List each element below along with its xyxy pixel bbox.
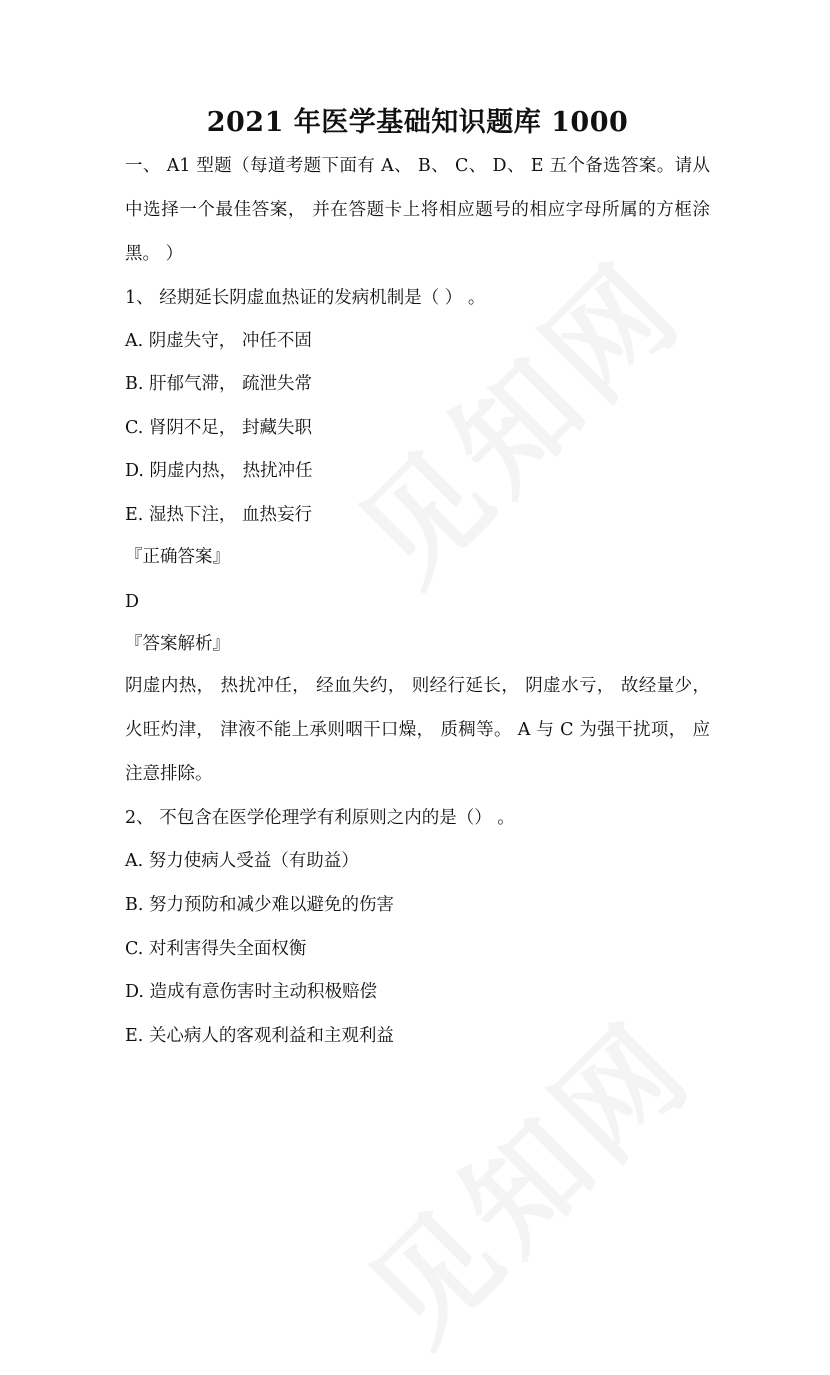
- question-1-option-e: E. 湿热下注， 血热妄行: [125, 505, 312, 525]
- question-2-option-d: D. 造成有意伤害时主动积极赔偿: [125, 982, 378, 1002]
- question-2-stem: 2、 不包含在医学伦理学有利原则之内的是（） 。: [125, 808, 515, 828]
- document-title: 2021 年医学基础知识题库 1000: [206, 107, 629, 138]
- question-1-option-d: D. 阴虚内热， 热扰冲任: [125, 461, 313, 481]
- question-2-option-b: B. 努力预防和减少难以避免的伤害: [125, 895, 394, 915]
- question-2-option-a: A. 努力使病人受益（有助益）: [125, 851, 359, 871]
- answer-heading: 『正确答案』: [125, 547, 230, 567]
- analysis-heading: 『答案解析』: [125, 634, 230, 654]
- section-intro: 一、 A1 型题（每道考题下面有 A、 B、 C、 D、 E 五个备选答案。请从中选择一个最佳答案， 并在答题卡上将相应题号的相应字母所属的方框涂黑。 ）: [125, 156, 710, 264]
- question-1-option-c: C. 肾阴不足， 封藏失职: [125, 418, 312, 438]
- answer-value: D: [125, 592, 140, 612]
- question-1-option-b: B. 肝郁气滞， 疏泄失常: [125, 374, 313, 394]
- analysis-text: 阴虚内热， 热扰冲任， 经血失约， 则经行延长， 阴虚水亏， 故经量少， 火旺灼津， 津液不能上承则咽干口燥， 质稠等。 A 与 C 为强干扰项， 应注意排除。: [125, 676, 710, 784]
- question-1-option-a: A. 阴虚失守， 冲任不固: [125, 331, 312, 351]
- question-2-option-c: C. 对利害得失全面权衡: [125, 939, 307, 959]
- question-1-stem: 1、 经期延长阴虚血热证的发病机制是（ ） 。: [125, 288, 486, 308]
- question-2-option-e: E. 关心病人的客观利益和主观利益: [125, 1026, 394, 1046]
- watermark: [316, 217, 713, 614]
